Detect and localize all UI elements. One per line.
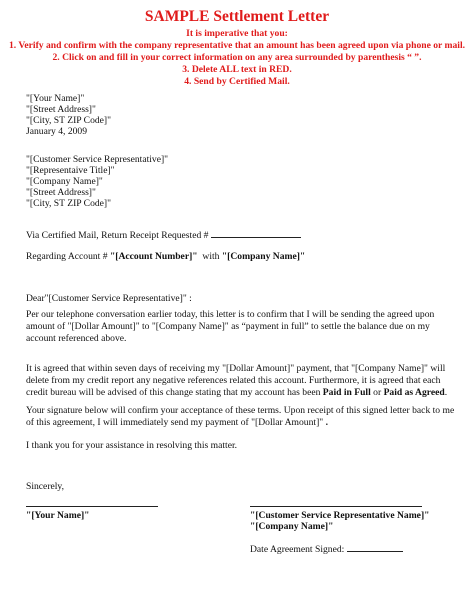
paragraph-agreement [26, 363, 456, 400]
signature-company-name: "[Company Name]" [250, 521, 334, 532]
document-title: SAMPLE Settlement Letter [144, 8, 330, 25]
regarding-line [26, 251, 305, 262]
signature-end: . [325, 417, 328, 429]
paid-in-full: Paid in Full [322, 387, 371, 399]
certified-mail-line [26, 229, 301, 241]
date-signed-line [250, 543, 403, 555]
regarding-with: with [197, 251, 222, 262]
instruction-2: 2. Click on and fill in your correct information on any area surrounded by parenthesis “ ”. [52, 52, 422, 63]
regarding-company[interactable]: "[Company Name]" [221, 251, 306, 262]
certified-mail-label: Via Certified Mail, Return Receipt Requested # [26, 230, 209, 241]
sender-city[interactable]: "[City, ST ZIP Code]" [26, 115, 112, 126]
signature-your-name: "[Your Name]" [26, 510, 90, 521]
sender-name[interactable]: "[Your Name]" [26, 93, 85, 104]
recipient-city[interactable]: "[City, ST ZIP Code]" [26, 198, 112, 209]
representative-signature-line[interactable] [250, 506, 422, 507]
regarding-prefix: Regarding Account # [26, 251, 110, 262]
instruction-4: 4. Send by Certified Mail. [184, 76, 290, 87]
closing: Sincerely, [26, 481, 65, 492]
thanks-line: I thank you for your assistance in resolving this matter. [26, 440, 238, 451]
instruction-3: 3. Delete ALL text in RED. [182, 64, 292, 75]
signature-text: Your signature below will confirm your acceptance of these terms. Upon receipt of this signed letter back to me of this agreement, I will immediately send my payment of "[Dollar Amount]" [26, 405, 455, 429]
recipient-company[interactable]: "[Company Name]" [26, 176, 103, 187]
agreement-text: It is agreed that within seven days of receiving my "[Dollar Amount]" payment, that "[Company Name]" will delete from my credit report any negative references related this account. Furthermore, it is agreed that each credit bureau will be advised of this change stating that my account has been [26, 363, 446, 399]
salutation: Dear"[Customer Service Representative]" : [26, 293, 192, 304]
paid-as-agreed: Paid as Agreed [383, 387, 445, 399]
date-signed-blank[interactable] [347, 543, 403, 552]
signature-rep-name: "[Customer Service Representative Name]" [250, 510, 430, 521]
paragraph-payment: Per our telephone conversation earlier today, this letter is to confirm that I will be sending the agreed upon amount of "[Dollar Amount]" to "[Company Name]" as “payment in full” to settle the balance due on my account referenced above. [26, 309, 435, 345]
agreement-end: . [444, 387, 448, 399]
sender-street[interactable]: "[Street Address]" [26, 104, 96, 115]
imperative-heading: It is imperative that you: [186, 28, 288, 39]
account-number[interactable]: "[Account Number]" [109, 251, 198, 262]
agreement-or: or [370, 387, 384, 399]
recipient-title[interactable]: "[Representaive Title]" [26, 165, 115, 176]
paragraph-signature [26, 405, 456, 429]
recipient-street[interactable]: "[Street Address]" [26, 187, 96, 198]
recipient-rep[interactable]: "[Customer Service Representative]" [26, 154, 169, 165]
letter-date[interactable]: January 4, 2009 [26, 126, 88, 137]
receipt-number-blank[interactable] [211, 229, 301, 238]
sender-signature-line[interactable] [26, 506, 158, 507]
instruction-1: 1. Verify and confirm with the company representative that an amount has been agreed upon via phone or mail. [8, 40, 466, 51]
date-signed-label: Date Agreement Signed: [250, 544, 347, 555]
